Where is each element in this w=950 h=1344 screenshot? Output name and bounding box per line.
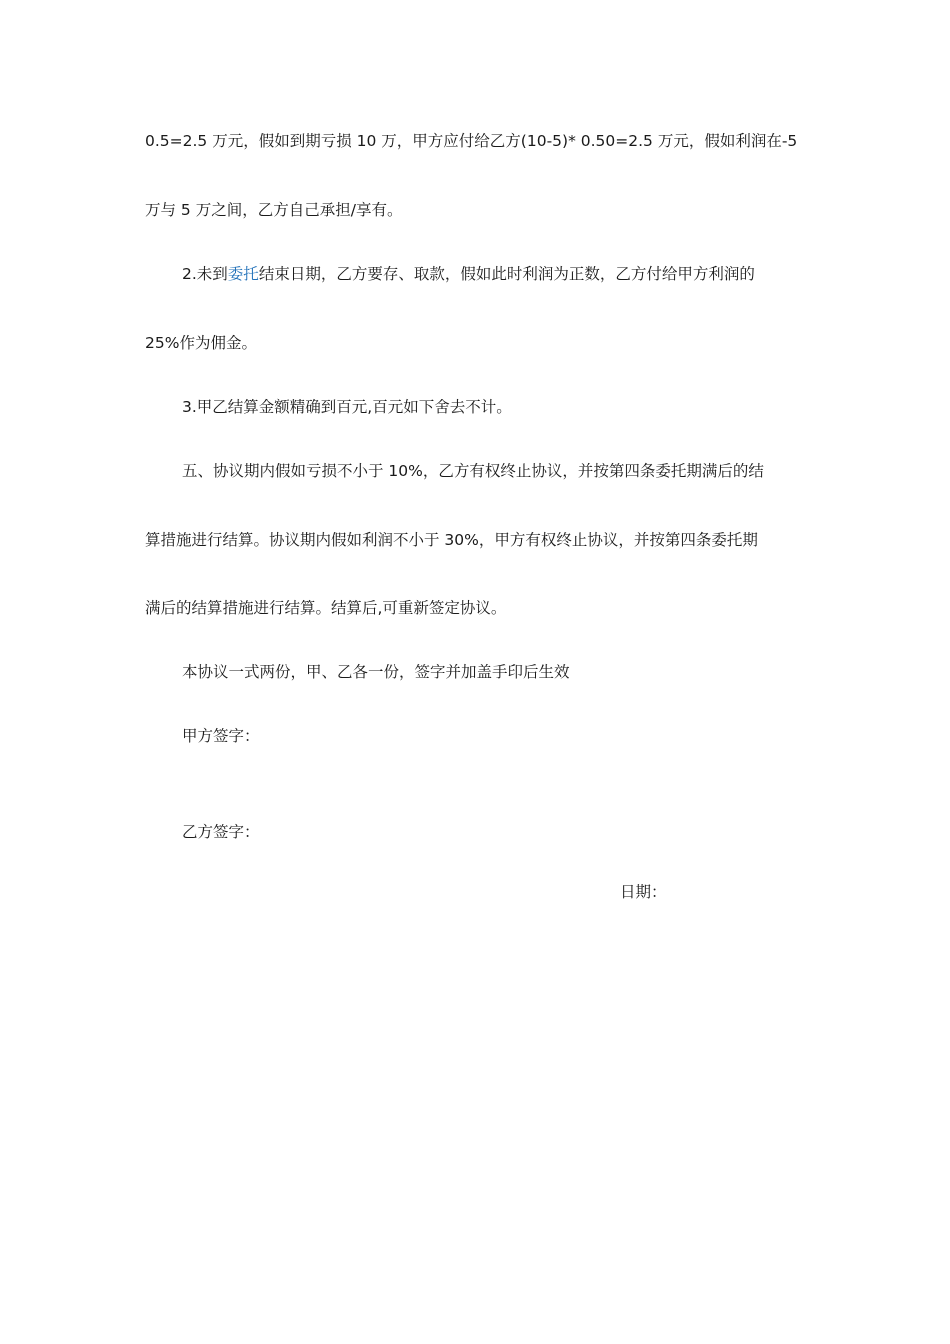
copies-statement: 本协议一式两份，甲、乙各一份，签字并加盖手印后生效 bbox=[182, 663, 570, 681]
clause4-continuation-line2: 万与 5 万之间，乙方自己承担/享有。 bbox=[145, 201, 403, 219]
party-b-signature-label: 乙方签字： bbox=[182, 823, 260, 841]
party-a-signature-label: 甲方签字： bbox=[182, 727, 260, 745]
commission-link[interactable]: 委托 bbox=[227, 265, 259, 283]
item2-suffix: 结束日期，乙方要存、取款，假如此时利润为正数，乙方付给甲方利润的 bbox=[258, 265, 755, 283]
clause4-continuation-line1: 0.5=2.5 万元，假如到期亏损 10 万，甲方应付给乙方(10-5)* 0.50=2.5 万元，假如利润在-5 bbox=[145, 132, 798, 150]
clause5-line2: 算措施进行结算。协议期内假如利润不小于 30%，甲方有权终止协议，并按第四条委托期 bbox=[145, 531, 758, 549]
clause5-line1: 五、协议期内假如亏损不小于 10%，乙方有权终止协议，并按第四条委托期满后的结 bbox=[182, 462, 764, 480]
item2-line2: 25%作为佣金。 bbox=[145, 334, 257, 352]
item2-prefix: 2.未到 bbox=[182, 265, 228, 283]
item3: 3.甲乙结算金额精确到百元,百元如下舍去不计。 bbox=[182, 398, 512, 416]
date-label: 日期： bbox=[620, 883, 667, 901]
clause5-line3: 满后的结算措施进行结算。结算后,可重新签定协议。 bbox=[145, 599, 507, 617]
item2-line1 bbox=[182, 264, 755, 284]
